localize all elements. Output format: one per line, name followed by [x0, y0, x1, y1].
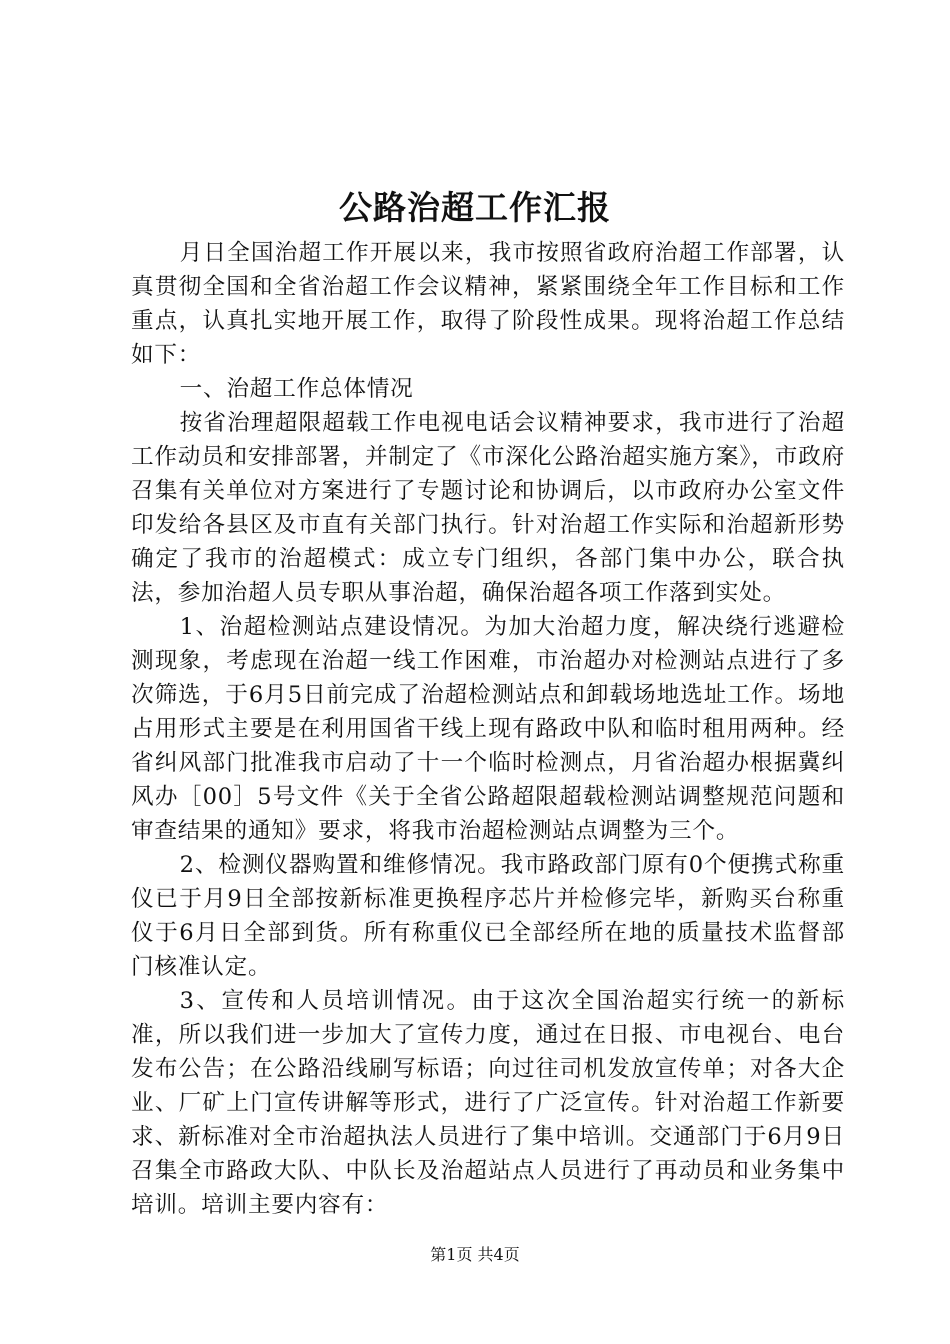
paragraph-overview: 按省治理超限超载工作电视电话会议精神要求，我市进行了治超工作动员和安排部署，并制定了《市深化公路治超实施方案》，市政府召集有关单位对方案进行了专题讨论和协调后，以市政府办公室文件印发给各县区及市直有关部门执行。针对治超工作实际和治超新形势确定了我市的治超模式：成立专门组织，各部门集中办公，联合执法，参加治超人员专职从事治超，确保治超各项工作落到实处。 — [131, 410, 845, 606]
document-body — [131, 236, 845, 1222]
paragraph-item-2: 2、检测仪器购置和维修情况。我市路政部门原有0个便携式称重仪已于月9日全部按新标准更换程序芯片并检修完毕，新购买台称重仪于6月日全部到货。所有称重仪已全部经所在地的质量技术监督部门核准认定。 — [131, 852, 845, 980]
paragraph-intro: 月日全国治超工作开展以来，我市按照省政府治超工作部署，认真贯彻全国和全省治超工作会议精神，紧紧围绕全年工作目标和工作重点，认真扎实地开展工作，取得了阶段性成果。现将治超工作总结如下： — [131, 240, 845, 368]
section-heading-1: 一、治超工作总体情况 — [179, 376, 414, 402]
paragraph-item-3: 3、宣传和人员培训情况。由于这次全国治超实行统一的新标准，所以我们进一步加大了宣传力度，通过在日报、市电视台、电台发布公告；在公路沿线刷写标语；向过往司机发放宣传单；对各大企业、厂矿上门宣传讲解等形式，进行了广泛宣传。针对治超工作新要求、新标准对全市治超执法人员进行了集中培训。交通部门于6月9日召集全市路政大队、中队长及治超站点人员进行了再动员和业务集中培训。培训主要内容有： — [131, 988, 845, 1218]
document-title: 公路治超工作汇报 — [339, 188, 611, 227]
page-footer: 第1页 共4页 — [430, 1245, 520, 1264]
paragraph-item-1: 1、治超检测站点建设情况。为加大治超力度，解决绕行逃避检测现象，考虑现在治超一线工作困难，市治超办对检测站点进行了多次筛选，于6月5日前完成了治超检测站点和卸载场地选址工作。场地占用形式主要是在利用国省干线上现有路政中队和临时租用两种。经省纠风部门批准我市启动了十一个临时检测点，月省治超办根据冀纠风办［00］5号文件《关于全省公路超限超载检测站调整规范问题和审查结果的通知》要求，将我市治超检测站点调整为三个。 — [131, 614, 845, 844]
